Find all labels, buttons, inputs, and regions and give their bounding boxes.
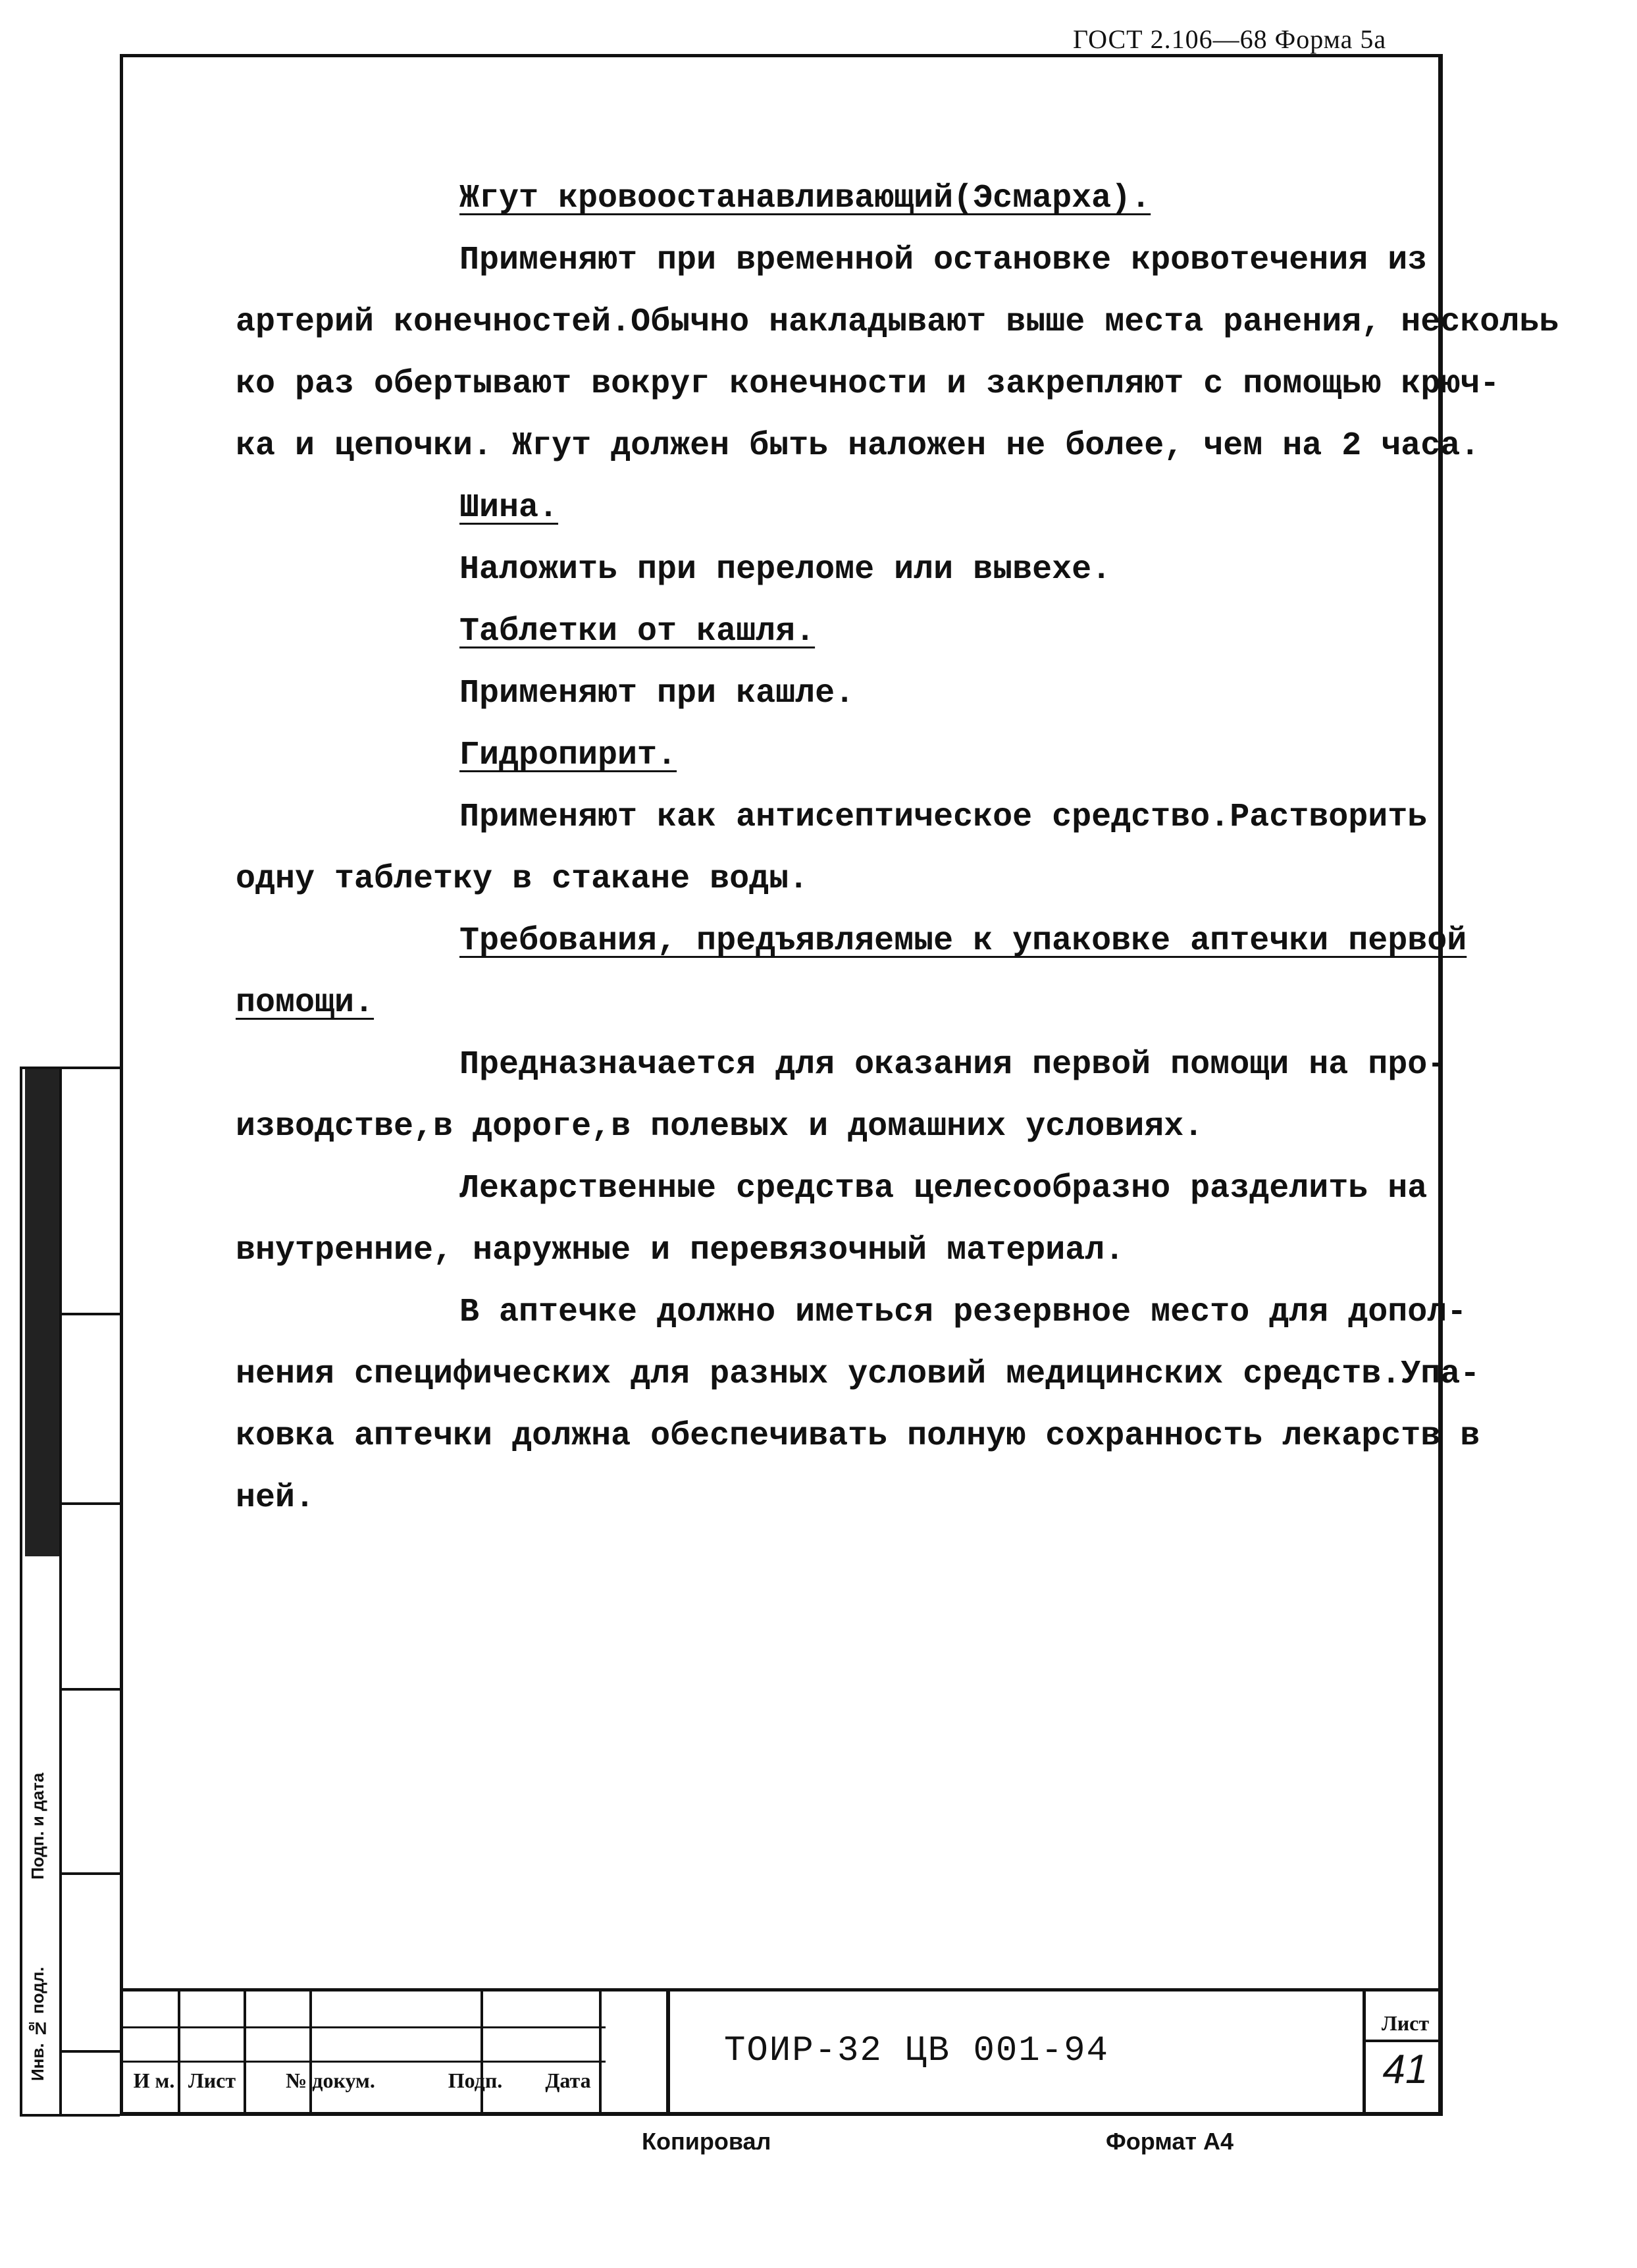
paragraph-line: артерий конечностей.Обычно накладывают выше места ранения, нескольь bbox=[236, 303, 1559, 341]
heading-splint: Шина. bbox=[459, 489, 559, 527]
paragraph-line: нения специфических для разных условий медицинских средств.Упа- bbox=[236, 1356, 1480, 1393]
side-label-inv-podl: Инв. № подл. bbox=[28, 1966, 47, 2081]
paragraph-line: внутренние, наружные и перевязочный материал. bbox=[236, 1232, 1125, 1269]
gost-form-header: ГОСТ 2.106—68 Форма 5а bbox=[1073, 24, 1387, 54]
document-code: ТОИР-32 ЦВ 001-94 bbox=[724, 2031, 1109, 2071]
heading-tourniquet: Жгут кровоостанавливающий(Эсмарха). bbox=[459, 180, 1151, 217]
side-stamp-divider bbox=[62, 1872, 122, 1875]
heading-cough-tablets: Таблетки от кашля. bbox=[459, 613, 816, 650]
title-block-row-line bbox=[120, 2061, 606, 2063]
side-stamp bbox=[20, 1067, 120, 2117]
title-block-col-line bbox=[309, 1988, 312, 2116]
title-block-col-line bbox=[244, 1988, 246, 2116]
title-block-col-line bbox=[599, 1988, 602, 2116]
heading-kit-requirements-cont: помощи. bbox=[236, 984, 375, 1022]
side-stamp-divider bbox=[62, 2050, 122, 2053]
side-label-podp-data: Подп. и дата bbox=[28, 1772, 47, 1880]
paragraph-line: Наложить при переломе или вывехе. bbox=[459, 551, 1112, 589]
footer-copied: Копировал bbox=[642, 2128, 771, 2155]
paragraph-line: изводстве,в дороге,в полевых и домашних условиях. bbox=[236, 1108, 1204, 1146]
col-header-list: Лист bbox=[188, 2069, 236, 2092]
title-block-col-line bbox=[178, 1988, 180, 2116]
title-block-row-line bbox=[120, 2026, 606, 2028]
side-stamp-divider bbox=[62, 1313, 122, 1315]
footer-format: Формат А4 bbox=[1106, 2128, 1234, 2155]
paragraph-line: ней. bbox=[236, 1479, 315, 1517]
paragraph-line: ка и цепочки. Жгут должен быть наложен не более, чем на 2 часа. bbox=[236, 427, 1480, 465]
heading-kit-requirements: Требования, предъявляемые к упаковке аптечки первой bbox=[459, 922, 1467, 960]
paragraph-line: ковка аптечки должна обеспечивать полную сохранность лекарств в bbox=[236, 1417, 1480, 1455]
paragraph-line: одну таблетку в стакане воды. bbox=[236, 860, 809, 898]
heading-hydroperite: Гидропирит. bbox=[459, 737, 677, 774]
side-stamp-divider bbox=[62, 1502, 122, 1505]
col-header-data: Дата bbox=[545, 2069, 591, 2092]
sheet-label: Лист bbox=[1381, 2011, 1430, 2035]
title-block-col-line bbox=[481, 1988, 483, 2116]
title-block-top-line bbox=[120, 1988, 1443, 1991]
document-body bbox=[236, 168, 1559, 1529]
sheet-number-divider bbox=[1363, 2040, 1442, 2042]
side-label-vzam-inv: Взам. инв. № bbox=[28, 1671, 47, 1784]
paragraph-line: Лекарственные средства целесообразно разделить на bbox=[459, 1170, 1428, 1207]
paragraph-line: Применяют как антисептическое средство.Растворить bbox=[459, 799, 1428, 836]
paragraph-line: Предназначается для оказания первой помощи на про- bbox=[459, 1046, 1447, 1084]
paragraph-line: В аптечке должно иметься резервное место для допол- bbox=[459, 1294, 1467, 1331]
paragraph-line: ко раз обертывают вокруг конечности и закрепляют с помощью крюч- bbox=[236, 365, 1500, 403]
col-header-podp: Подп. bbox=[448, 2069, 503, 2092]
paragraph-line: Применяют при кашле. bbox=[459, 675, 855, 712]
side-stamp-divider bbox=[62, 1688, 122, 1691]
sheet-number: 41 bbox=[1382, 2047, 1428, 2092]
title-block-col-line bbox=[666, 1988, 670, 2116]
paragraph-line: Применяют при временной остановке кровотечения из bbox=[459, 242, 1428, 279]
col-header-izm: И м. bbox=[133, 2069, 175, 2092]
col-header-doc: № докум. bbox=[286, 2069, 375, 2092]
